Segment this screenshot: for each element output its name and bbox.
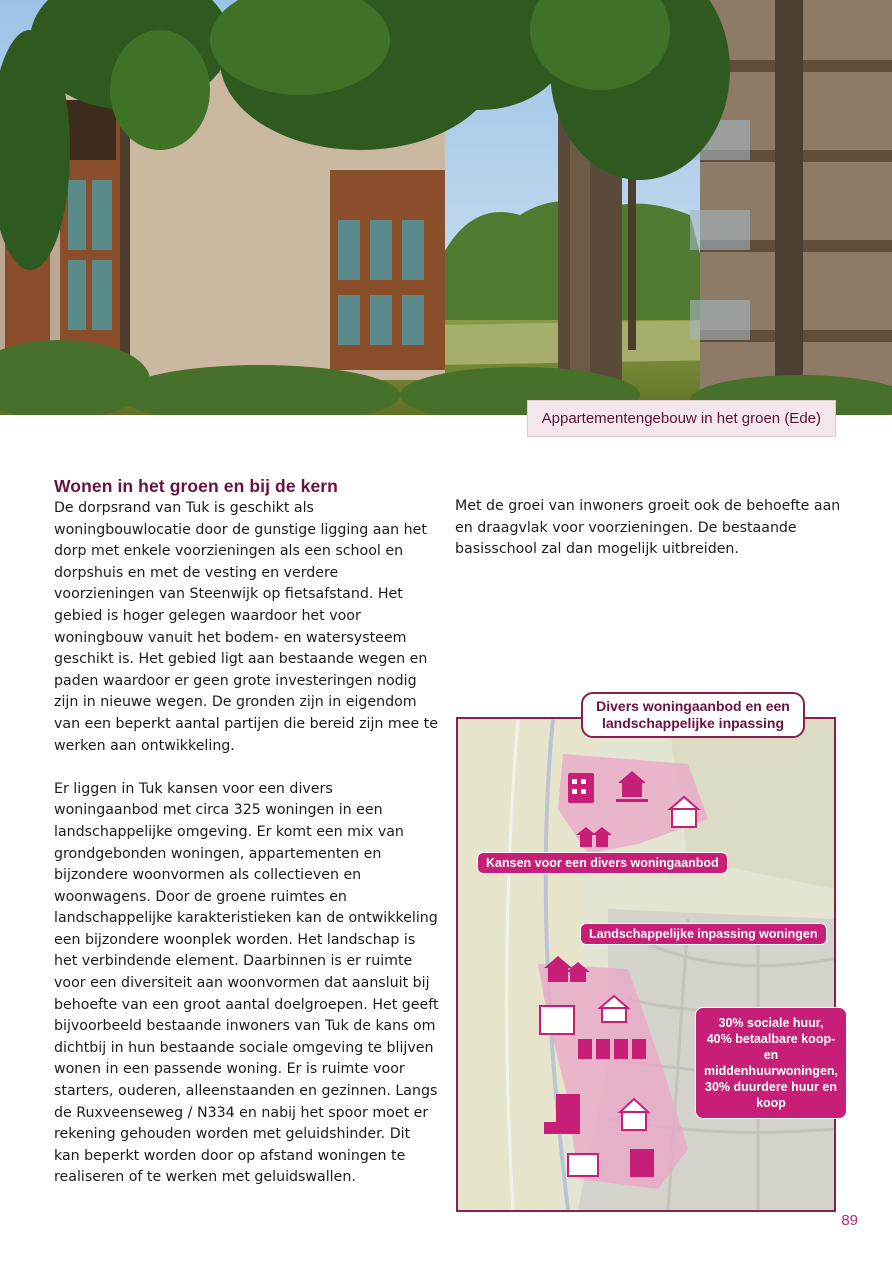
body-paragraph-right: Met de groei van inwoners groeit ook de behoefte aan en draagvlak voor voorzieningen. De bestaande basisschool zal dan mogelijk uitbreiden.: [455, 498, 841, 558]
label-inpassing: Landschappelijke inpassing woningen: [580, 923, 827, 945]
map-title-line-2: landschappelijke inpassing: [601, 715, 785, 731]
stat-line-1: 30% sociale huur,: [718, 1016, 824, 1030]
section-heading: Wonen in het groen en bij de kern: [54, 476, 338, 496]
housing-icons-south: [538, 954, 688, 1199]
header-photo: [0, 0, 892, 415]
map-title-line-1: Divers woningaanbod en een: [596, 698, 790, 714]
body-paragraph-1: De dorpsrand van Tuk is geschikt als woningbouwlocatie door de gunstige ligging aan het dorp met enkele voorzieningen als een school en dorpshuis en met de vesting en verdere voorzieningen van Steenwijk op fietsafstand. Het gebied is hoger gelegen waardoor het voor woningbouw vanuit het bodem- en watersysteem geschikt is. Het gebied ligt aan bestaande wegen en paden waardoor er geen grote investeringen nodig zijn in nieuwe wegen. De gronden zijn in eigendom van een beperkt aantal partijen die bereid zijn mee te werken aan ontwikkeling.: [54, 500, 438, 754]
map-inset: [456, 717, 836, 1212]
left-column: [54, 476, 439, 1189]
right-column: [455, 496, 850, 561]
map-title: [581, 692, 805, 738]
stat-line-4: 30% duurdere huur en koop: [705, 1080, 837, 1110]
housing-icons-north: [566, 769, 716, 859]
apartment-building-photo: [0, 0, 892, 415]
label-kansen: Kansen voor een divers woningaanbod: [477, 852, 728, 874]
photo-caption: Appartementengebouw in het groen (Ede): [527, 400, 836, 437]
body-paragraph-2: Er liggen in Tuk kansen voor een divers woningaanbod met circa 325 woningen in een landschappelijke omgeving. Er komt een mix van grondgebonden woningen, appartementen en bijzondere woonvormen als collectieven en woonwagens. Door de groene ruimtes en landschappelijke karakteristieken kan de ontwikkeling een bijzondere woonplek worden. Het landschap is het verbindende element. Daarbinnen is er ruimte voor een diversiteit aan woonvormen dat aansluit bij behoefte van een groot aantal doelgroepen. Het geeft bijvoorbeeld bestaande inwoners van Tuk de kans om dichtbij in hun bestaande sociale omgeving te blijven wonen in een passende woning. Er is ruimte voor starters, ouderen, alleenstaanden en gezinnen. Langs de Ruxveenseweg / N334 en nabij het spoor moet er rekening gehouden worden met geluidshinder. Dit kan beperkt worden door op afstand woningen te realiseren of te werken met geluidswallen.: [54, 780, 439, 1186]
stat-line-2: 40% betaalbare koop- en: [706, 1032, 836, 1062]
page-number: 89: [841, 1212, 858, 1229]
housing-mix-stats: [695, 1007, 847, 1119]
stat-line-3: middenhuurwoningen,: [703, 1064, 838, 1078]
